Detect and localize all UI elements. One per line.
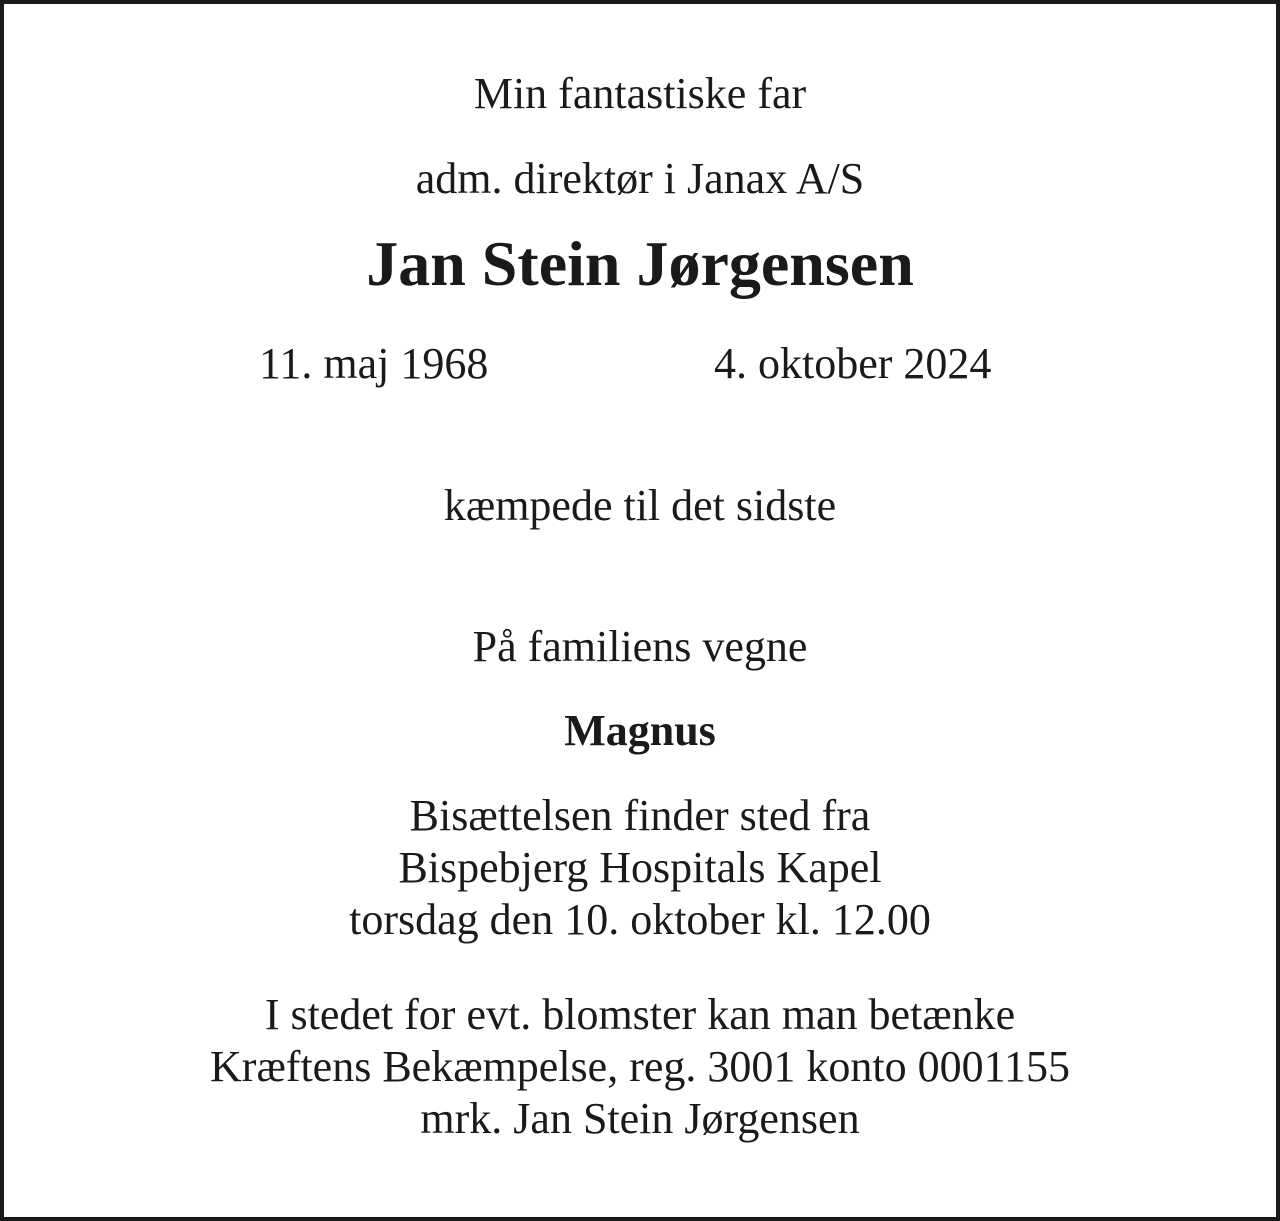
signer-name: Magnus: [564, 706, 716, 755]
tagline: kæmpede til det sidste: [443, 481, 837, 530]
birth-date: 11. maj 1968: [259, 339, 489, 388]
funeral-info: [4, 790, 1276, 946]
deceased-name: Jan Stein Jørgensen: [366, 228, 914, 299]
donation-line: I stedet for evt. blomster kan man betænke: [264, 990, 1016, 1039]
donation-info: [4, 989, 1276, 1145]
funeral-line: Bisættelsen finder sted fra: [409, 791, 871, 840]
on-behalf-line: På familiens vegne: [472, 622, 808, 671]
intro-line: Min fantastiske far: [473, 69, 807, 118]
donation-line: Kræftens Bekæmpelse, reg. 3001 konto 0001155: [210, 1042, 1070, 1091]
funeral-line: torsdag den 10. oktober kl. 12.00: [349, 895, 931, 944]
death-date: 4. oktober 2024: [714, 339, 992, 388]
funeral-line: Bispebjerg Hospitals Kapel: [398, 843, 882, 892]
role-line: adm. direktør i Janax A/S: [415, 154, 865, 203]
donation-line: mrk. Jan Stein Jørgensen: [420, 1094, 860, 1143]
